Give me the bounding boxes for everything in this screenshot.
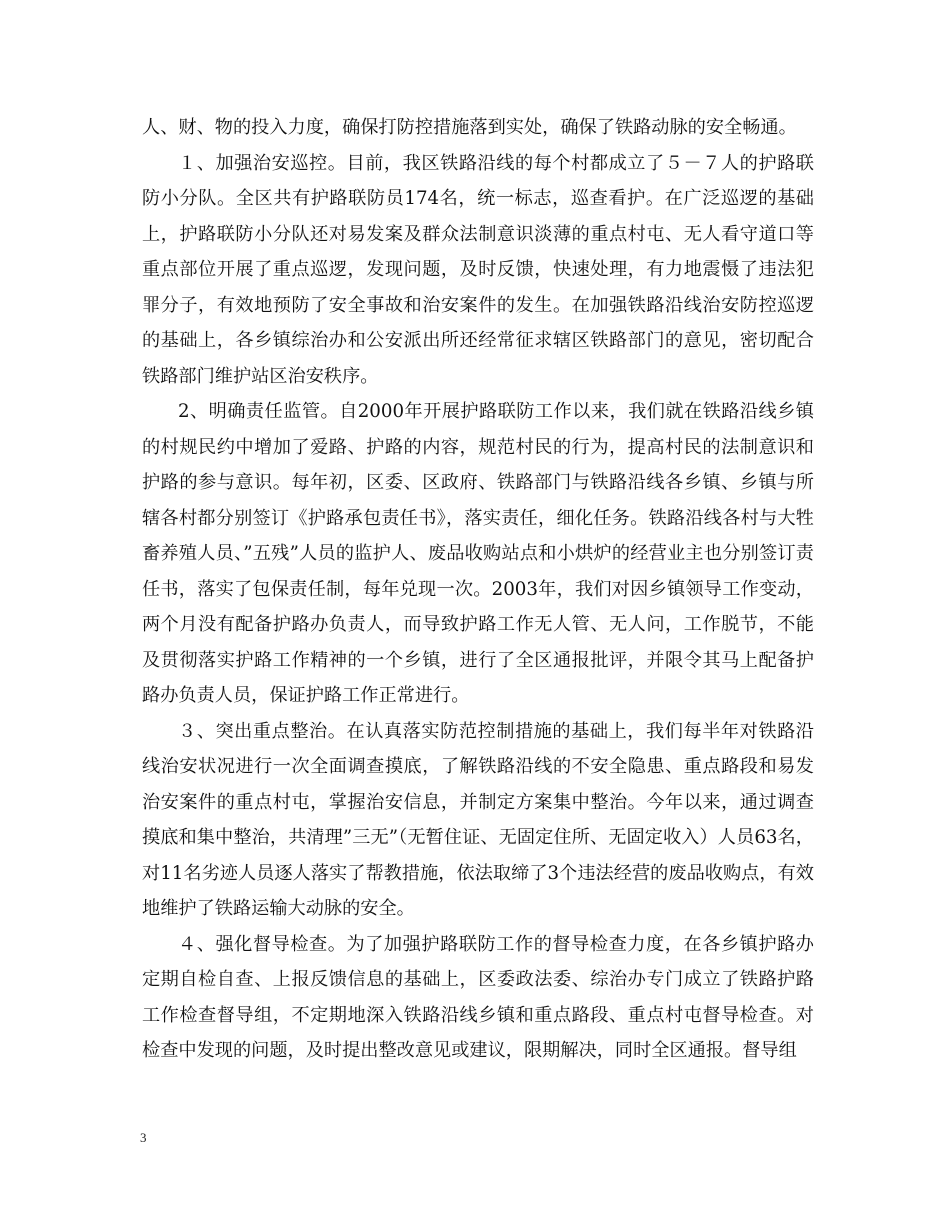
paragraph-supervision-inspection: ４、强化督导检查。为了加强护路联防工作的督导检查力度，在各乡镇护路办定期自检自查、上报反馈信息的基础上，区委政法委、综治办专门成立了铁路护路工作检查督导组，不定期地深入铁路沿线乡镇和重点路段、重点村屯督导检查。对检查中发现的问题，及时提出整改意见或建议，限期解决，同时全区通报。督导组: [142, 933, 814, 1061]
paragraph-responsibility-supervision: 2、明确责任监管。自2000年开展护路联防工作以来，我们就在铁路沿线乡镇的村规民约中增加了爱路、护路的内容，规范村民的行为，提高村民的法制意识和护路的参与意识。每年初，区委、区政府、铁路部门与铁路沿线各乡镇、乡镇与所辖各村都分别签订《护路承包责任书》，落实责任，细化任务。铁路沿线各村与大牲畜养殖人员、”五残”人员的监护人、废品收购站点和小烘炉的经营业主也分别签订责任书，落实了包保责任制，每年兑现一次。2003年，我们对因乡镇领导工作变动，两个月没有配备护路办负责人，而导致护路工作无人管、无人问，工作脱节，不能及贯彻落实护路工作精神的一个乡镇，进行了全区通报批评，并限令其马上配备护路办负责人员，保证护路工作正常进行。: [142, 401, 814, 706]
page-number: 3: [140, 1130, 147, 1145]
document-body: [142, 110, 814, 1069]
paragraph-continuation: 人、财、物的投入力度，确保打防控措施落到实处，确保了铁路动脉的安全畅通。: [142, 117, 797, 138]
paragraph-key-rectification: ３、突出重点整治。在认真落实防范控制措施的基础上，我们每半年对铁路沿线治安状况进行一次全面调查摸底，了解铁路沿线的不安全隐患、重点路段和易发治安案件的重点村屯，掌握治安信息，并制定方案集中整治。今年以来，通过调查摸底和集中整治，共清理”三无”（无暂住证、无固定住所、无固定收入）人员63名，对11名劣迹人员逐人落实了帮教措施，依法取缔了3个违法经营的废品收购点，有效地维护了铁路运输大动脉的安全。: [142, 720, 814, 919]
paragraph-patrol-control: １、加强治安巡控。目前，我区铁路沿线的每个村都成立了５－７人的护路联防小分队。全区共有护路联防员174名，统一标志，巡查看护。在广泛巡逻的基础上，护路联防小分队还对易发案及群众法制意识淡薄的重点村屯、无人看守道口等重点部位开展了重点巡逻，发现问题，及时反馈，快速处理，有力地震慑了违法犯罪分子，有效地预防了安全事故和治安案件的发生。在加强铁路沿线治安防控巡逻的基础上，各乡镇综治办和公安派出所还经常征求辖区铁路部门的意见，密切配合铁路部门维护站区治安秩序。: [142, 152, 814, 387]
